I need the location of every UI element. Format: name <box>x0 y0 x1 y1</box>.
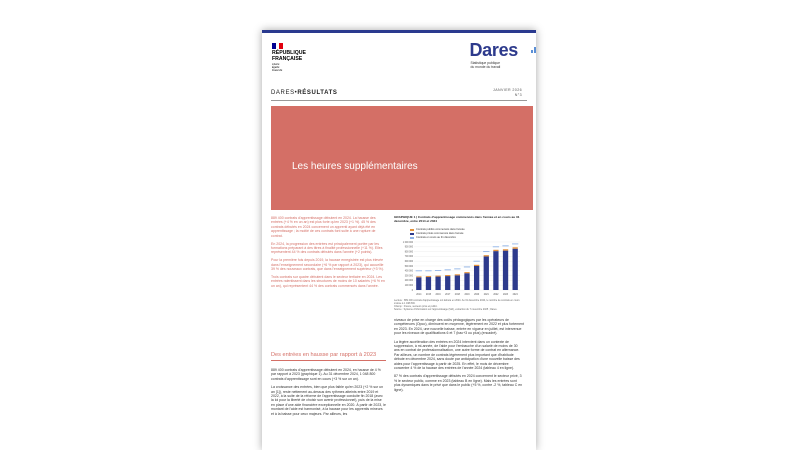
x-tick-label: 2021 <box>483 293 489 296</box>
bar-private <box>464 273 469 290</box>
bar-public <box>484 255 489 256</box>
series-name: RÉSULTATS <box>297 90 338 96</box>
body-right-column <box>394 318 524 396</box>
publication-meta <box>493 88 522 98</box>
header-divider <box>271 100 527 101</box>
y-tick-label: 800 000 <box>404 250 413 253</box>
dares-logo <box>469 40 518 69</box>
bar-private <box>503 250 508 289</box>
legend-swatch <box>410 229 414 231</box>
section-rule <box>271 360 386 361</box>
y-tick-label: 400 000 <box>404 270 413 273</box>
y-tick-label: 300 000 <box>404 274 413 277</box>
x-tick-label: 2015 <box>425 293 432 296</box>
bar-public <box>455 274 460 275</box>
legend-swatch <box>410 237 414 239</box>
y-tick-label: 600 000 <box>404 260 413 263</box>
summary-paragraph: Trois contrats sur quatre débutent dans le secteur tertiaire en 2024. Les entrées ralentissent dans les structures de moins de 10 salariés (+6 % en un an), qui représentent 44 % des contrats commencés dans l'année. <box>271 274 385 288</box>
bar-public <box>493 249 498 250</box>
bar-private <box>474 266 479 290</box>
x-tick-label: 2023 <box>502 293 509 296</box>
x-tick-label: 2019 <box>464 293 470 296</box>
y-tick-label: 900 000 <box>404 246 413 249</box>
legend-swatch <box>410 233 414 235</box>
x-tick-label: 2014 <box>416 293 422 296</box>
chart-title: GRAPHIQUE 1 | Contrats d'apprentissage commencés dans l'année et en cours au 31 décembre, entre 2014 et 2024 <box>394 215 520 223</box>
bar-private <box>435 276 440 289</box>
y-tick-label: 1 000 000 <box>402 241 413 244</box>
x-tick-label: 2020 <box>474 293 480 296</box>
bar-public <box>426 276 431 277</box>
y-tick-label: 500 000 <box>404 265 413 268</box>
page-title: Les heures supplémentaires <box>292 161 418 172</box>
legend-label: Contrats privés commencés dans l'année <box>416 231 464 235</box>
bar-private <box>426 277 431 290</box>
y-tick-label: 700 000 <box>404 255 413 258</box>
summary-paragraph: 889 400 contrats d'apprentissage débutent en 2024. La hausse des entrées (+4 % en un an) est plus forte qu'en 2023 (+1 %). 45 % des contrats débutés en 2024 concernent un apprenti ayant déjà été en apprentissage ; la moitié de ces contrats font suite à une rupture de contrat. <box>271 216 376 238</box>
bar-private <box>484 256 489 290</box>
x-tick-label: 2022 <box>493 293 499 296</box>
brand-subtitle: Statistique publique du monde du travail <box>470 61 501 69</box>
chart-note: Lecture : 889 400 contrats d'apprentissage ont débuté en 2024. Au 31 décembre 2024, le nombre de contrats en cours s'élève à 1 048 800. Champ : France, secteurs privé et public. Source : Système d'information sur l'apprentissage (SIA), extraction du 7 novembre 2025 ; Dares. <box>394 298 520 311</box>
rf-motto: Liberté Égalité Fraternité <box>272 63 283 73</box>
y-tick-label: 100 000 <box>404 284 413 287</box>
bar-public <box>445 275 450 276</box>
x-tick-label: 2016 <box>435 293 441 296</box>
bar-public <box>503 249 508 250</box>
bar-public <box>435 275 440 276</box>
chart-block <box>394 216 524 311</box>
publication-number: N°3 <box>514 93 522 97</box>
bar-public <box>474 264 479 265</box>
bar-private <box>493 251 498 290</box>
body-paragraph: La légère accélération des entrées en 2024 intervient dans un contexte de suppression, à mi-année, de l'aide pour l'embauche d'un salarié de moins de 30 ans en contrat de professionnalisation, une autre forme de contrat en alternance. Par ailleurs, un nombre de contrats légèrement plus important que d'habitude débute en décembre 2024, sans doute par anticipation d'une nouvelle baisse des aides pour l'apprentissage à partir de 2025. En effet, le mois de décembre concentre 4 % de la hausse des entrées de l'année 2024 (tableau 4 en ligne). <box>394 339 520 371</box>
brand-name: Dares <box>469 40 518 60</box>
flag-icon <box>272 43 283 49</box>
series-label <box>271 90 337 96</box>
body-paragraph: 889 400 contrats d'apprentissage débutent en 2024, en hausse de 4 % par rapport à 2023 (graphique 1). Au 31 décembre 2024, 1 048 800 contrats d'apprentissage sont en cours (+3 % sur un an). <box>271 368 381 381</box>
rf-name: RÉPUBLIQUE FRANÇAISE <box>272 50 307 62</box>
body-paragraph: niveaux de prise en charge des coûts pédagogiques par les opérateurs de compétences (Opco), diminuent en moyenne, légèrement en 2022 et plus fortement en 2023. En 2024, une nouvelle baisse, entrée en vigueur en juillet, est intervenue pour les niveaux de qualifications 6 et 7 (bac+3 ou plus) (encadré). <box>394 318 524 336</box>
y-tick-label: 0 <box>411 289 413 292</box>
bar-private <box>445 276 450 290</box>
x-tick-label: 2017 <box>445 293 451 296</box>
publication-date: JANVIER 2026 <box>493 88 522 92</box>
series-prefix: DARES• <box>271 90 298 96</box>
body-left-column <box>271 368 386 420</box>
bar-public <box>416 276 421 277</box>
bars-icon <box>531 44 536 53</box>
bar-chart <box>394 240 524 298</box>
report-page <box>262 30 536 450</box>
y-tick-label: 200 000 <box>404 279 413 282</box>
summary-paragraph: Pour la première fois depuis 2019, la hausse enregistrée est plus élevée dans l'enseignement secondaire (+6 % par rapport à 2023), qui accueille 39 % des nouveaux contrats, que dans l'enseignement supérieur (+3 %). <box>271 258 384 272</box>
x-tick-label: 2024 <box>512 293 518 296</box>
summary-block <box>271 216 386 292</box>
bar-private <box>455 275 460 290</box>
top-accent-bar <box>262 30 536 33</box>
republique-francaise-logo <box>272 43 316 72</box>
body-paragraph: 87 % des contrats d'apprentissage débutés en 2024 concernent le secteur privé, 3 % le secteur public, comme en 2023 (tableau B en ligne). Mais les entrées sont plus dynamiques dans le privé que dans le public (+5 %, contre -2 %, tableau C en ligne). <box>394 374 523 392</box>
bar-private <box>513 248 518 289</box>
title-banner <box>271 106 533 210</box>
section-title: Des entrées en hausse par rapport à 2023 <box>271 352 377 358</box>
bar-public <box>464 272 469 273</box>
summary-paragraph: En 2024, la progression des entrées est principalement portée par les formations préparant à des titres à finalité professionnelle (+11 %). Elles représentent 44 % des contrats débutés dans l'année (+2 points). <box>271 241 383 255</box>
legend-label: Contrats en cours au 31 décembre <box>416 235 456 239</box>
bar-public <box>513 247 518 248</box>
chart-legend <box>410 228 524 240</box>
x-tick-label: 2018 <box>454 293 460 296</box>
bar-private <box>416 277 421 290</box>
body-paragraph: La croissance des entrées, bien que plus faible qu'en 2023 (+2 % sur un an [1]), reste nettement au-dessus des rythmes atteints entre 2019 et 2022, à la suite de la réforme de l'apprentissage conduite fin 2018 (avec la loi pour la liberté de choisir son avenir professionnel), puis de la mise en place d'une aide financière exceptionnelle en 2020. À partir de 2023, le montant de l'aide est harmonisé, à la hausse pour les apprentis mineurs et à la baisse pour ceux majeurs. Par ailleurs, les <box>271 385 386 416</box>
legend-label: Contrats publics commencés dans l'année <box>416 227 465 231</box>
